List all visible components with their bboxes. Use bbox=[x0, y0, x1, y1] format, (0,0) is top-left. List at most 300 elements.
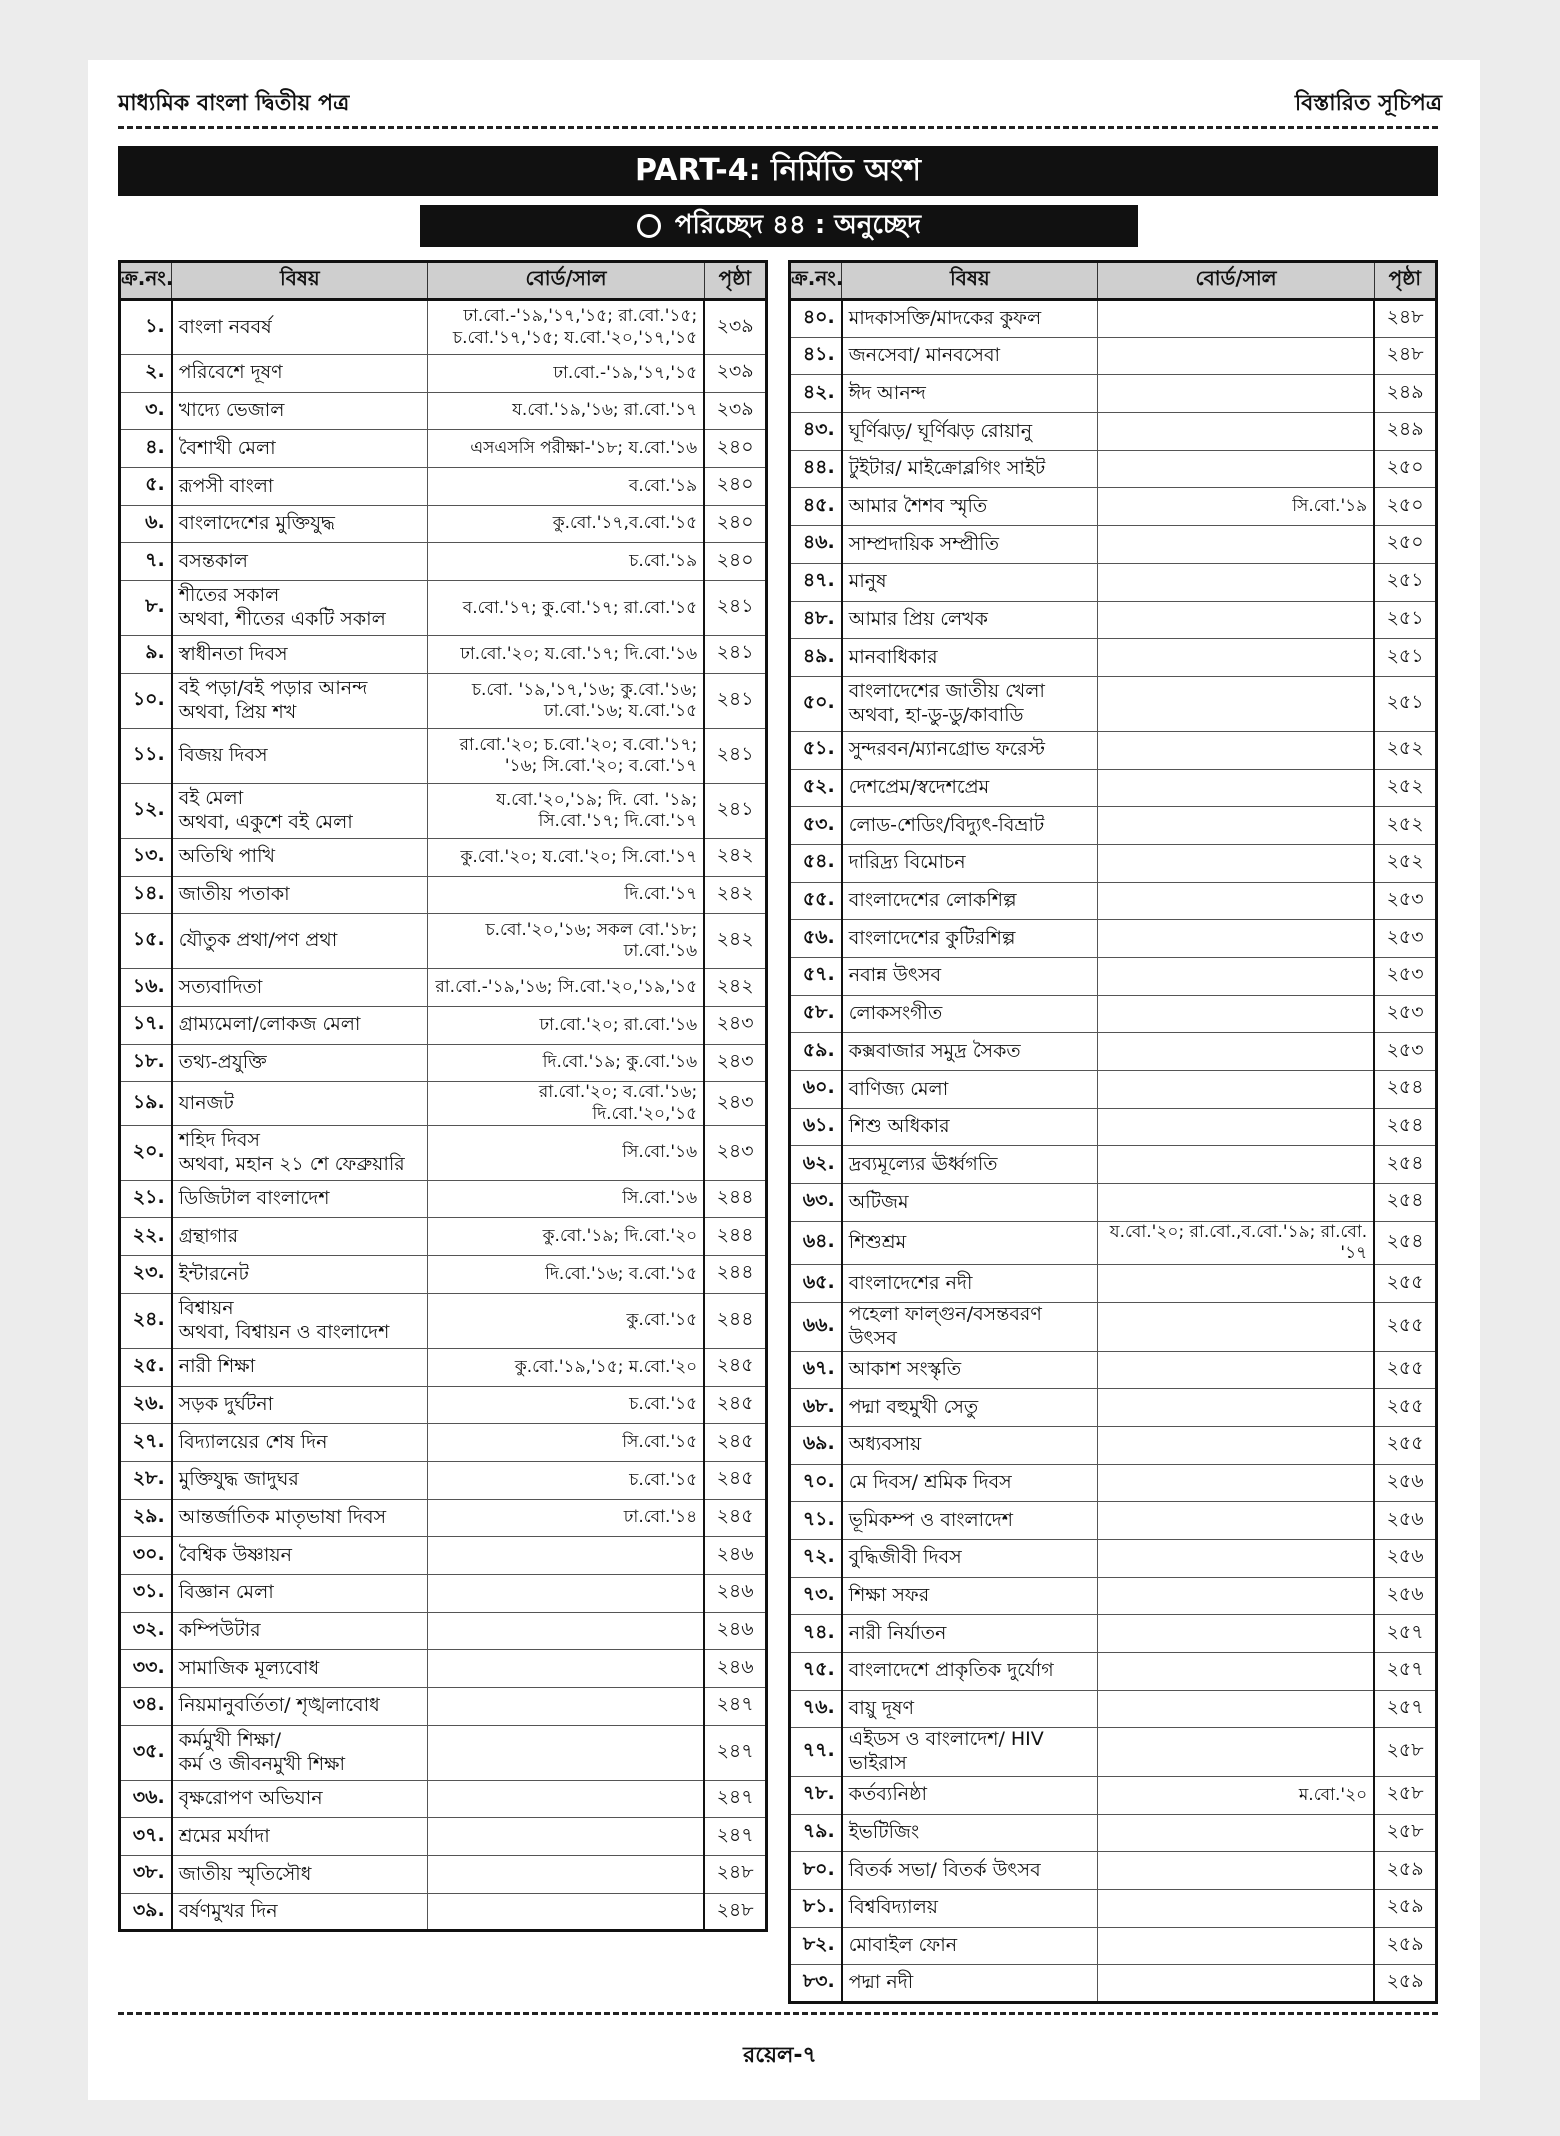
row-subject: সাম্প্রদায়িক সম্প্রীতি bbox=[842, 526, 1098, 564]
table-row bbox=[120, 838, 767, 876]
row-board bbox=[1098, 639, 1374, 677]
row-board: ঢা.বো.-'১৯,'১৭,'১৫; রা.বো.'১৫; চ.বো.'১৭,'১৫; য.বো.'২০,'১৭,'১৫ bbox=[428, 300, 704, 355]
row-board bbox=[1098, 882, 1374, 920]
table-row bbox=[790, 920, 1437, 958]
row-subject: অধ্যবসায় bbox=[842, 1426, 1098, 1464]
row-number: ৫২. bbox=[790, 769, 842, 807]
table-row bbox=[790, 995, 1437, 1033]
row-board bbox=[1098, 1690, 1374, 1728]
row-board bbox=[1098, 1539, 1374, 1577]
table-row bbox=[120, 1006, 767, 1044]
table-row bbox=[790, 1814, 1437, 1852]
row-board bbox=[428, 1688, 704, 1726]
row-board: দি.বো.'১৭ bbox=[428, 876, 704, 914]
row-subject: খাদ্যে ভেজাল bbox=[172, 392, 428, 430]
table-row bbox=[790, 1108, 1437, 1146]
row-page: ২৪১ bbox=[704, 728, 766, 783]
row-board bbox=[1098, 601, 1374, 639]
row-number: ৬৯. bbox=[790, 1426, 842, 1464]
chapter-title: পরিচ্ছেদ ৪৪ : অনুচ্ছেদ bbox=[674, 210, 922, 240]
row-subject: বই পড়া/বই পড়ার আনন্দ অথবা, প্রিয় শখ bbox=[172, 673, 428, 728]
row-board: ঢা.বো.'২০; য.বো.'১৭; দি.বো.'১৬ bbox=[428, 636, 704, 674]
row-subject: বাংলাদেশের মুক্তিযুদ্ধ bbox=[172, 505, 428, 543]
row-number: ৪০. bbox=[790, 300, 842, 338]
row-page: ২৪১ bbox=[704, 636, 766, 674]
row-page: ২৩৯ bbox=[704, 355, 766, 393]
row-board: চ.বো.'১৫ bbox=[428, 1386, 704, 1424]
row-page: ২৫১ bbox=[1374, 639, 1436, 677]
row-subject: কম্পিউটার bbox=[172, 1612, 428, 1650]
row-page: ২৪৪ bbox=[704, 1180, 766, 1218]
table-row bbox=[790, 1776, 1437, 1814]
row-page: ২৫৩ bbox=[1374, 958, 1436, 996]
row-board bbox=[1098, 413, 1374, 451]
row-page: ২৪৭ bbox=[704, 1780, 766, 1818]
row-number: ৩৫. bbox=[120, 1725, 172, 1780]
row-subject: পহেলা ফাল্গুন/বসন্তবরণ উৎসব bbox=[842, 1303, 1098, 1352]
row-subject: বৃক্ষরোপণ অভিযান bbox=[172, 1780, 428, 1818]
row-subject: অতিথি পাখি bbox=[172, 838, 428, 876]
row-board: য.বো.'২০,'১৯; দি. বো. '১৯; সি.বো.'১৭; দি.বো.'১৭ bbox=[428, 783, 704, 838]
row-subject: মোবাইল ফোন bbox=[842, 1927, 1098, 1965]
row-page: ২৫৫ bbox=[1374, 1265, 1436, 1303]
row-board bbox=[1098, 731, 1374, 769]
row-number: ৭৩. bbox=[790, 1577, 842, 1615]
table-row bbox=[120, 876, 767, 914]
row-subject: বিজ্ঞান মেলা bbox=[172, 1574, 428, 1612]
table-row bbox=[120, 355, 767, 393]
row-subject: গ্রাম্যমেলা/লোকজ মেলা bbox=[172, 1006, 428, 1044]
row-page: ২৫৫ bbox=[1374, 1426, 1436, 1464]
row-number: ৪১. bbox=[790, 337, 842, 375]
row-subject: সামাজিক মূল্যবোধ bbox=[172, 1650, 428, 1688]
table-row bbox=[790, 676, 1437, 731]
row-subject: বুদ্ধিজীবী দিবস bbox=[842, 1539, 1098, 1577]
row-number: ৫৭. bbox=[790, 958, 842, 996]
table-row bbox=[120, 1893, 767, 1931]
row-subject: যানজট bbox=[172, 1082, 428, 1126]
row-page: ২৫৮ bbox=[1374, 1776, 1436, 1814]
col-page: পৃষ্ঠা bbox=[1374, 262, 1436, 300]
row-board bbox=[1098, 1146, 1374, 1184]
table-row bbox=[790, 1071, 1437, 1109]
table-row bbox=[790, 731, 1437, 769]
row-number: ৪৪. bbox=[790, 450, 842, 488]
row-subject: যৌতুক প্রথা/পণ প্রথা bbox=[172, 914, 428, 969]
row-page: ২৫৩ bbox=[1374, 1033, 1436, 1071]
table-row bbox=[120, 1612, 767, 1650]
row-number: ৬১. bbox=[790, 1108, 842, 1146]
row-number: ৬৬. bbox=[790, 1303, 842, 1352]
row-subject: পদ্মা নদী bbox=[842, 1965, 1098, 2003]
table-row bbox=[790, 1889, 1437, 1927]
row-subject: শিশু অধিকার bbox=[842, 1108, 1098, 1146]
table-row bbox=[790, 1502, 1437, 1540]
row-board bbox=[1098, 1033, 1374, 1071]
row-number: ২২. bbox=[120, 1218, 172, 1256]
row-subject: সত্যবাদিতা bbox=[172, 969, 428, 1007]
row-page: ২৫২ bbox=[1374, 731, 1436, 769]
table-row bbox=[790, 300, 1437, 338]
row-number: ৬০. bbox=[790, 1071, 842, 1109]
row-number: ১৭. bbox=[120, 1006, 172, 1044]
row-subject: নারী নির্যাতন bbox=[842, 1615, 1098, 1653]
row-number: ৪৮. bbox=[790, 601, 842, 639]
table-row bbox=[120, 673, 767, 728]
row-number: ৪. bbox=[120, 430, 172, 468]
row-board: সি.বো.'১৫ bbox=[428, 1424, 704, 1462]
row-board bbox=[1098, 563, 1374, 601]
row-board bbox=[428, 1856, 704, 1894]
row-subject: দারিদ্র্য বিমোচন bbox=[842, 844, 1098, 882]
row-page: ২৪১ bbox=[704, 673, 766, 728]
row-number: ২১. bbox=[120, 1180, 172, 1218]
row-page: ২৫০ bbox=[1374, 450, 1436, 488]
row-page: ২৫৯ bbox=[1374, 1927, 1436, 1965]
row-page: ২৫৪ bbox=[1374, 1221, 1436, 1265]
row-board bbox=[1098, 1577, 1374, 1615]
index-table-left bbox=[118, 260, 768, 1932]
row-page: ২৪৮ bbox=[704, 1856, 766, 1894]
row-number: ৮২. bbox=[790, 1927, 842, 1965]
row-page: ২৪২ bbox=[704, 969, 766, 1007]
table-row bbox=[790, 1927, 1437, 1965]
table-row bbox=[120, 1256, 767, 1294]
table-row bbox=[120, 468, 767, 506]
row-page: ২৫৭ bbox=[1374, 1615, 1436, 1653]
row-subject: দ্রব্যমূল্যের ঊর্ধ্বগতি bbox=[842, 1146, 1098, 1184]
row-number: ১৫. bbox=[120, 914, 172, 969]
table-row bbox=[120, 1537, 767, 1575]
row-number: ৪৯. bbox=[790, 639, 842, 677]
row-board bbox=[1098, 1889, 1374, 1927]
row-board bbox=[428, 1574, 704, 1612]
table-row bbox=[120, 1424, 767, 1462]
row-subject: টুইটার/ মাইক্রোব্লগিং সাইট bbox=[842, 450, 1098, 488]
row-page: ২৪৮ bbox=[704, 1893, 766, 1931]
table-row bbox=[790, 1033, 1437, 1071]
row-board bbox=[1098, 807, 1374, 845]
row-board bbox=[1098, 844, 1374, 882]
row-board bbox=[1098, 995, 1374, 1033]
row-number: ৩৯. bbox=[120, 1893, 172, 1931]
table-row bbox=[790, 1351, 1437, 1389]
row-page: ২৪৫ bbox=[704, 1386, 766, 1424]
bottom-dashed-rule bbox=[118, 2012, 1438, 2015]
row-subject: লোকসংগীত bbox=[842, 995, 1098, 1033]
row-page: ২৪৮ bbox=[1374, 300, 1436, 338]
table-row bbox=[790, 1653, 1437, 1691]
row-board bbox=[1098, 1653, 1374, 1691]
row-page: ২৪২ bbox=[704, 838, 766, 876]
row-number: ৭. bbox=[120, 543, 172, 581]
table-row bbox=[120, 1293, 767, 1348]
table-row bbox=[120, 1650, 767, 1688]
row-page: ২৪৯ bbox=[1374, 375, 1436, 413]
row-number: ৫১. bbox=[790, 731, 842, 769]
table-row bbox=[120, 636, 767, 674]
row-board bbox=[1098, 1389, 1374, 1427]
col-subject: বিষয় bbox=[842, 262, 1098, 300]
row-number: ১৬. bbox=[120, 969, 172, 1007]
table-row bbox=[790, 958, 1437, 996]
row-page: ২৫২ bbox=[1374, 769, 1436, 807]
row-subject: ইন্টারনেট bbox=[172, 1256, 428, 1294]
row-board: কু.বো.'১৫ bbox=[428, 1293, 704, 1348]
row-number: ৫০. bbox=[790, 676, 842, 731]
row-number: ৫৫. bbox=[790, 882, 842, 920]
row-page: ২৫৪ bbox=[1374, 1146, 1436, 1184]
row-board bbox=[1098, 1852, 1374, 1890]
row-number: ৬২. bbox=[790, 1146, 842, 1184]
table-row bbox=[790, 450, 1437, 488]
row-subject: গ্রন্থাগার bbox=[172, 1218, 428, 1256]
row-board: চ.বো. '১৯,'১৭,'১৬; কু.বো.'১৬; ঢা.বো.'১৬; য.বো.'১৫ bbox=[428, 673, 704, 728]
row-subject: জাতীয় স্মৃতিসৌধ bbox=[172, 1856, 428, 1894]
row-page: ২৪৯ bbox=[1374, 413, 1436, 451]
row-subject: আন্তর্জাতিক মাতৃভাষা দিবস bbox=[172, 1499, 428, 1537]
row-subject: বাংলাদেশের কুটিরশিল্প bbox=[842, 920, 1098, 958]
row-page: ২৫০ bbox=[1374, 526, 1436, 564]
row-subject: শিশুশ্রম bbox=[842, 1221, 1098, 1265]
row-number: ৬৭. bbox=[790, 1351, 842, 1389]
row-number: ৫৬. bbox=[790, 920, 842, 958]
row-board bbox=[1098, 450, 1374, 488]
row-board: কু.বো.'১৭,ব.বো.'১৫ bbox=[428, 505, 704, 543]
col-no: ক্র.নং. bbox=[120, 262, 172, 300]
row-number: ৮৩. bbox=[790, 1965, 842, 2003]
row-subject: বায়ু দূষণ bbox=[842, 1690, 1098, 1728]
row-page: ২৪৭ bbox=[704, 1725, 766, 1780]
row-page: ২৫৫ bbox=[1374, 1303, 1436, 1352]
table-row bbox=[120, 728, 767, 783]
row-board: কু.বো.'১৯; দি.বো.'২০ bbox=[428, 1218, 704, 1256]
row-board bbox=[428, 1725, 704, 1780]
table-row bbox=[120, 1499, 767, 1537]
table-row bbox=[120, 1218, 767, 1256]
col-board: বোর্ড/সাল bbox=[1098, 262, 1374, 300]
table-row bbox=[790, 1577, 1437, 1615]
row-board bbox=[1098, 1426, 1374, 1464]
row-subject: বিদ্যালয়ের শেষ দিন bbox=[172, 1424, 428, 1462]
row-number: ৭৫. bbox=[790, 1653, 842, 1691]
table-row bbox=[790, 639, 1437, 677]
row-number: ২০. bbox=[120, 1125, 172, 1180]
table-row bbox=[790, 526, 1437, 564]
row-board: চ.বো.'১৯ bbox=[428, 543, 704, 581]
row-page: ২৫২ bbox=[1374, 844, 1436, 882]
row-number: ২৯. bbox=[120, 1499, 172, 1537]
table-row bbox=[790, 1615, 1437, 1653]
row-board bbox=[1098, 300, 1374, 338]
row-page: ২৪৫ bbox=[704, 1424, 766, 1462]
row-page: ২৪০ bbox=[704, 543, 766, 581]
table-row bbox=[790, 1426, 1437, 1464]
row-number: ২. bbox=[120, 355, 172, 393]
row-subject: শ্রমের মর্যাদা bbox=[172, 1818, 428, 1856]
table-row bbox=[790, 1539, 1437, 1577]
row-page: ২৪৩ bbox=[704, 1082, 766, 1126]
row-number: ৩৮. bbox=[120, 1856, 172, 1894]
row-page: ২৫৪ bbox=[1374, 1184, 1436, 1222]
index-table-right bbox=[788, 260, 1438, 2004]
row-number: ৪৩. bbox=[790, 413, 842, 451]
row-page: ২৪৫ bbox=[704, 1461, 766, 1499]
row-subject: ইভটিজিং bbox=[842, 1814, 1098, 1852]
table-row bbox=[790, 1265, 1437, 1303]
row-subject: ডিজিটাল বাংলাদেশ bbox=[172, 1180, 428, 1218]
table-row bbox=[120, 1348, 767, 1386]
row-page: ২৪৪ bbox=[704, 1218, 766, 1256]
row-page: ২৪২ bbox=[704, 914, 766, 969]
row-number: ৩১. bbox=[120, 1574, 172, 1612]
row-subject: বাংলাদেশের লোকশিল্প bbox=[842, 882, 1098, 920]
row-number: ১৮. bbox=[120, 1044, 172, 1082]
table-row bbox=[790, 1221, 1437, 1265]
row-subject: ঈদ আনন্দ bbox=[842, 375, 1098, 413]
table-row bbox=[120, 1780, 767, 1818]
row-board: কু.বো.'২০; য.বো.'২০; সি.বো.'১৭ bbox=[428, 838, 704, 876]
table-row bbox=[790, 563, 1437, 601]
row-board: চ.বো.'১৫ bbox=[428, 1461, 704, 1499]
row-subject: বৈশ্বিক উষ্ণায়ন bbox=[172, 1537, 428, 1575]
row-board: সি.বো.'১৬ bbox=[428, 1180, 704, 1218]
row-subject: বিশ্বায়ন অথবা, বিশ্বায়ন ও বাংলাদেশ bbox=[172, 1293, 428, 1348]
row-board: ঢা.বো.'১৪ bbox=[428, 1499, 704, 1537]
row-page: ২৫৩ bbox=[1374, 995, 1436, 1033]
row-board: ব.বো.'১৯ bbox=[428, 468, 704, 506]
row-page: ২৫১ bbox=[1374, 563, 1436, 601]
row-subject: বর্ষণমুখর দিন bbox=[172, 1893, 428, 1931]
row-board bbox=[428, 1893, 704, 1931]
row-number: ২৭. bbox=[120, 1424, 172, 1462]
row-subject: বিতর্ক সভা/ বিতর্ক উৎসব bbox=[842, 1852, 1098, 1890]
row-board bbox=[1098, 1184, 1374, 1222]
row-page: ২৪৪ bbox=[704, 1293, 766, 1348]
table-row bbox=[790, 1965, 1437, 2003]
row-number: ৬৪. bbox=[790, 1221, 842, 1265]
row-subject: দেশপ্রেম/স্বদেশপ্রেম bbox=[842, 769, 1098, 807]
row-number: ২৫. bbox=[120, 1348, 172, 1386]
table-row bbox=[120, 1818, 767, 1856]
row-subject: মুক্তিযুদ্ধ জাদুঘর bbox=[172, 1461, 428, 1499]
row-board: চ.বো.'২০,'১৬; সকল বো.'১৮; ঢা.বো.'১৬ bbox=[428, 914, 704, 969]
row-number: ৭৯. bbox=[790, 1814, 842, 1852]
table-row bbox=[790, 1464, 1437, 1502]
row-page: ২৫৫ bbox=[1374, 1389, 1436, 1427]
row-page: ২৪৭ bbox=[704, 1818, 766, 1856]
row-number: ৪৬. bbox=[790, 526, 842, 564]
row-page: ২৪৩ bbox=[704, 1044, 766, 1082]
row-board: সি.বো.'১৯ bbox=[1098, 488, 1374, 526]
row-page: ২৫৬ bbox=[1374, 1577, 1436, 1615]
row-board: ঢা.বো.-'১৯,'১৭,'১৫ bbox=[428, 355, 704, 393]
row-page: ২৫৫ bbox=[1374, 1351, 1436, 1389]
row-subject: মে দিবস/ শ্রমিক দিবস bbox=[842, 1464, 1098, 1502]
col-page: পৃষ্ঠা bbox=[704, 262, 766, 300]
row-subject: অটিজম bbox=[842, 1184, 1098, 1222]
row-page: ২৫৭ bbox=[1374, 1653, 1436, 1691]
row-number: ৫৩. bbox=[790, 807, 842, 845]
col-board: বোর্ড/সাল bbox=[428, 262, 704, 300]
row-number: ৬. bbox=[120, 505, 172, 543]
row-board: সি.বো.'১৬ bbox=[428, 1125, 704, 1180]
row-subject: পরিবেশে দূষণ bbox=[172, 355, 428, 393]
table-row bbox=[790, 844, 1437, 882]
row-number: ১৩. bbox=[120, 838, 172, 876]
row-subject: আকাশ সংস্কৃতি bbox=[842, 1351, 1098, 1389]
row-board bbox=[428, 1780, 704, 1818]
row-subject: লোড-শেডিং/বিদ্যুৎ-বিভ্রাট bbox=[842, 807, 1098, 845]
row-page: ২৫৬ bbox=[1374, 1502, 1436, 1540]
table-row bbox=[790, 807, 1437, 845]
row-subject: নিয়মানুবর্তিতা/ শৃঙ্খলাবোধ bbox=[172, 1688, 428, 1726]
row-board bbox=[1098, 1071, 1374, 1109]
row-subject: রূপসী বাংলা bbox=[172, 468, 428, 506]
table-row bbox=[120, 914, 767, 969]
row-page: ২৪৬ bbox=[704, 1574, 766, 1612]
book-title: মাধ্যমিক বাংলা দ্বিতীয় পত্র bbox=[118, 91, 350, 116]
row-subject: কর্তব্যনিষ্ঠা bbox=[842, 1776, 1098, 1814]
row-page: ২৪৭ bbox=[704, 1688, 766, 1726]
table-row bbox=[120, 1461, 767, 1499]
row-subject: বাংলা নববর্ষ bbox=[172, 300, 428, 355]
row-number: ৫. bbox=[120, 468, 172, 506]
row-page: ২৪৬ bbox=[704, 1537, 766, 1575]
row-board bbox=[1098, 958, 1374, 996]
chapter-banner bbox=[420, 205, 1138, 247]
row-number: ৫৮. bbox=[790, 995, 842, 1033]
row-subject: স্বাধীনতা দিবস bbox=[172, 636, 428, 674]
row-number: ৭৭. bbox=[790, 1728, 842, 1777]
row-board bbox=[1098, 1265, 1374, 1303]
table-row bbox=[790, 413, 1437, 451]
row-number: ৮০. bbox=[790, 1852, 842, 1890]
table-row bbox=[790, 882, 1437, 920]
row-page: ২৫১ bbox=[1374, 601, 1436, 639]
page-number: রয়েল-৭ bbox=[743, 2043, 817, 2068]
row-page: ২৪৪ bbox=[704, 1256, 766, 1294]
row-page: ২৪২ bbox=[704, 876, 766, 914]
row-board bbox=[1098, 769, 1374, 807]
table-row bbox=[120, 1725, 767, 1780]
row-number: ৪২. bbox=[790, 375, 842, 413]
row-number: ৭৪. bbox=[790, 1615, 842, 1653]
row-subject: তথ্য-প্রযুক্তি bbox=[172, 1044, 428, 1082]
table-row bbox=[790, 601, 1437, 639]
row-board bbox=[1098, 676, 1374, 731]
table-row bbox=[790, 1728, 1437, 1777]
row-board bbox=[1098, 1728, 1374, 1777]
row-number: ৩২. bbox=[120, 1612, 172, 1650]
table-row bbox=[790, 1184, 1437, 1222]
row-board: য.বো.'১৯,'১৬; রা.বো.'১৭ bbox=[428, 392, 704, 430]
row-number: ২৮. bbox=[120, 1461, 172, 1499]
row-board bbox=[1098, 1108, 1374, 1146]
row-board bbox=[428, 1818, 704, 1856]
row-subject: বিশ্ববিদ্যালয় bbox=[842, 1889, 1098, 1927]
row-subject: মানবাধিকার bbox=[842, 639, 1098, 677]
row-number: ২৪. bbox=[120, 1293, 172, 1348]
row-number: ৫৯. bbox=[790, 1033, 842, 1071]
row-board bbox=[1098, 337, 1374, 375]
row-page: ২৩৯ bbox=[704, 300, 766, 355]
row-board: রা.বো.-'১৯,'১৬; সি.বো.'২০,'১৯,'১৫ bbox=[428, 969, 704, 1007]
row-board bbox=[1098, 526, 1374, 564]
row-subject: বাংলাদেশের জাতীয় খেলা অথবা, হা-ডু-ডু/কাবাডি bbox=[842, 676, 1098, 731]
row-page: ২৫০ bbox=[1374, 488, 1436, 526]
row-number: ৯. bbox=[120, 636, 172, 674]
